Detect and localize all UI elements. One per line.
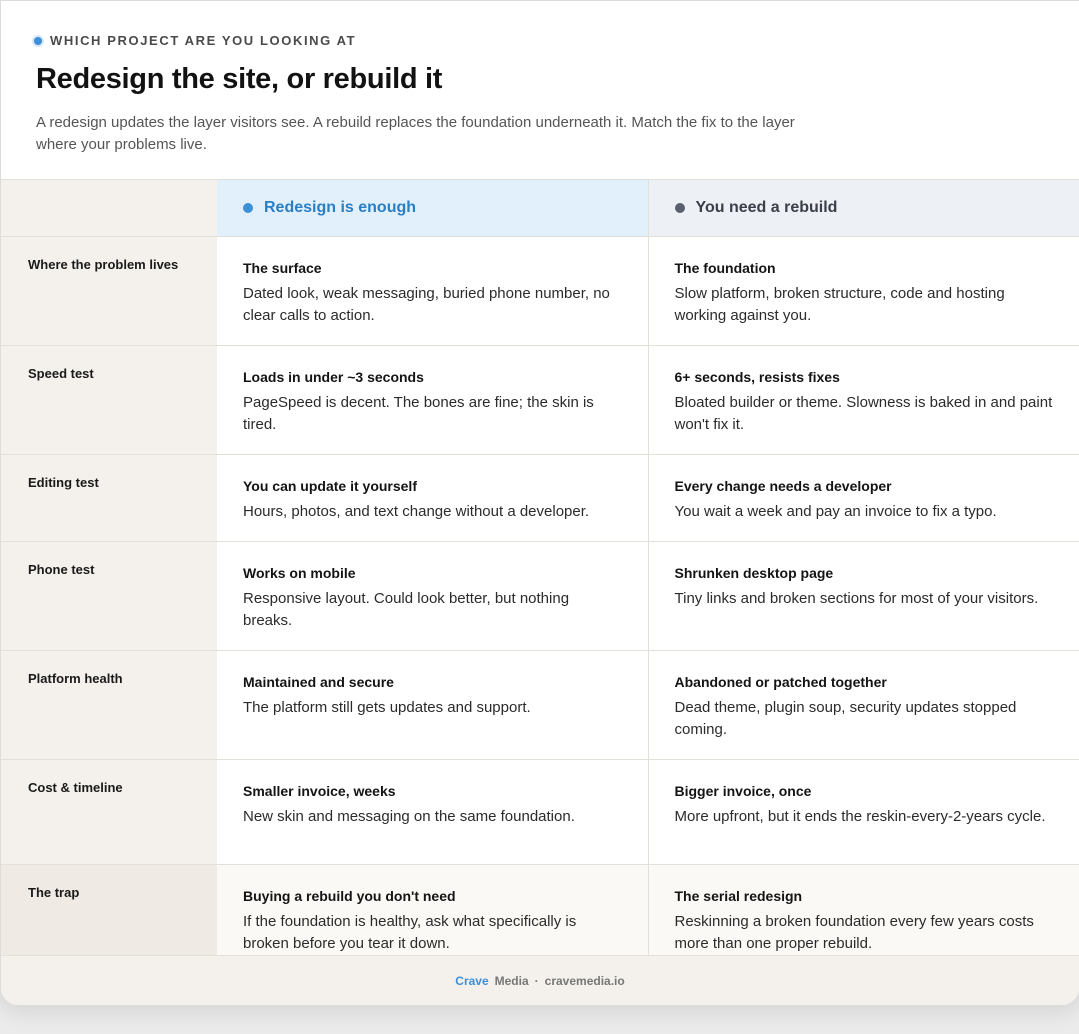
rebuild-cell-body: Dead theme, plugin soup, security updates stopped coming. — [674, 699, 1017, 738]
table-row — [1, 237, 1079, 346]
column-header-rebuild — [648, 180, 1079, 237]
row-label: Cost & timeline — [1, 760, 217, 865]
rebuild-cell — [648, 237, 1079, 346]
page-title: Redesign the site, or rebuild it — [36, 63, 443, 95]
redesign-cell-body: Hours, photos, and text change without a developer. — [243, 503, 590, 520]
rebuild-cell — [648, 760, 1079, 865]
table-row — [1, 651, 1079, 760]
column-header-rebuild-label: You need a rebuild — [695, 199, 838, 216]
redesign-cell-body: Responsive layout. Could look better, but nothing breaks. — [243, 590, 570, 629]
comparison-table — [1, 179, 1079, 974]
redesign-cell-body: The platform still gets updates and support. — [243, 699, 531, 716]
redesign-cell — [217, 760, 648, 865]
redesign-dot-icon — [243, 203, 253, 213]
rebuild-cell — [648, 651, 1079, 760]
redesign-cell — [217, 237, 648, 346]
redesign-cell-title: Buying a rebuild you don't need — [243, 888, 456, 904]
footer-separator: · — [534, 974, 539, 988]
row-label: The trap — [1, 865, 217, 974]
header-corner-cell — [1, 180, 217, 237]
rebuild-cell-body: Reskinning a broken foundation every few years costs more than one proper rebuild. — [674, 913, 1034, 952]
redesign-cell-title: Loads in under ~3 seconds — [243, 369, 424, 385]
rebuild-cell-title: Every change needs a developer — [674, 478, 892, 494]
rebuild-cell-title: Bigger invoice, once — [674, 783, 812, 799]
redesign-cell-title: Works on mobile — [243, 565, 356, 581]
rebuild-cell-title: The foundation — [674, 260, 776, 276]
redesign-cell-body: Dated look, weak messaging, buried phone number, no clear calls to action. — [243, 285, 610, 324]
redesign-cell-body: PageSpeed is decent. The bones are fine; the skin is tired. — [243, 394, 594, 433]
redesign-cell-title: Maintained and secure — [243, 674, 394, 690]
card-footer — [1, 955, 1079, 1006]
row-label: Editing test — [1, 455, 217, 542]
rebuild-cell-body: More upfront, but it ends the reskin-every-2-years cycle. — [674, 808, 1046, 825]
table-row — [1, 455, 1079, 542]
redesign-cell — [217, 651, 648, 760]
rebuild-cell-title: Shrunken desktop page — [674, 565, 834, 581]
redesign-cell-title: The surface — [243, 260, 322, 276]
redesign-cell-body: If the foundation is healthy, ask what specifically is broken before you tear it down. — [243, 913, 577, 952]
redesign-cell-title: You can update it yourself — [243, 478, 417, 494]
page-subtitle: A redesign updates the layer visitors see. A rebuild replaces the foundation underneath it. Match the fix to the layer where your problems live. — [36, 114, 795, 153]
table-row — [1, 542, 1079, 651]
eyebrow-dot-icon — [34, 37, 42, 45]
card-header — [1, 1, 1079, 179]
redesign-cell — [217, 542, 648, 651]
eyebrow-text: WHICH PROJECT ARE YOU LOOKING AT — [50, 33, 357, 48]
row-label: Where the problem lives — [1, 237, 217, 346]
rebuild-cell — [648, 455, 1079, 542]
rebuild-cell-body: Slow platform, broken structure, code and hosting working against you. — [674, 285, 1005, 324]
column-header-redesign-label: Redesign is enough — [264, 199, 417, 216]
row-label: Phone test — [1, 542, 217, 651]
redesign-cell — [217, 455, 648, 542]
rebuild-cell-title: Abandoned or patched together — [674, 674, 887, 690]
rebuild-cell-body: You wait a week and pay an invoice to fix a typo. — [674, 503, 997, 520]
brand-name-first: Crave — [455, 974, 489, 988]
row-label: Platform health — [1, 651, 217, 760]
row-label: Speed test — [1, 346, 217, 455]
redesign-cell-body: New skin and messaging on the same foundation. — [243, 808, 575, 825]
rebuild-cell-title: The serial redesign — [674, 888, 803, 904]
rebuild-cell — [648, 346, 1079, 455]
rebuild-cell-body: Tiny links and broken sections for most of your visitors. — [674, 590, 1039, 607]
table-row — [1, 346, 1079, 455]
rebuild-cell — [648, 542, 1079, 651]
footer-site-link[interactable]: cravemedia.io — [544, 974, 625, 988]
rebuild-dot-icon — [675, 203, 685, 213]
rebuild-cell-body: Bloated builder or theme. Slowness is baked in and paint won't fix it. — [674, 394, 1053, 433]
rebuild-cell-title: 6+ seconds, resists fixes — [674, 369, 840, 385]
redesign-cell-title: Smaller invoice, weeks — [243, 783, 396, 799]
redesign-cell — [217, 346, 648, 455]
table-row — [1, 760, 1079, 865]
eyebrow — [34, 33, 356, 48]
table-header-row — [1, 180, 1079, 237]
brand-name-second: Media — [494, 974, 529, 988]
column-header-redesign — [217, 180, 648, 237]
